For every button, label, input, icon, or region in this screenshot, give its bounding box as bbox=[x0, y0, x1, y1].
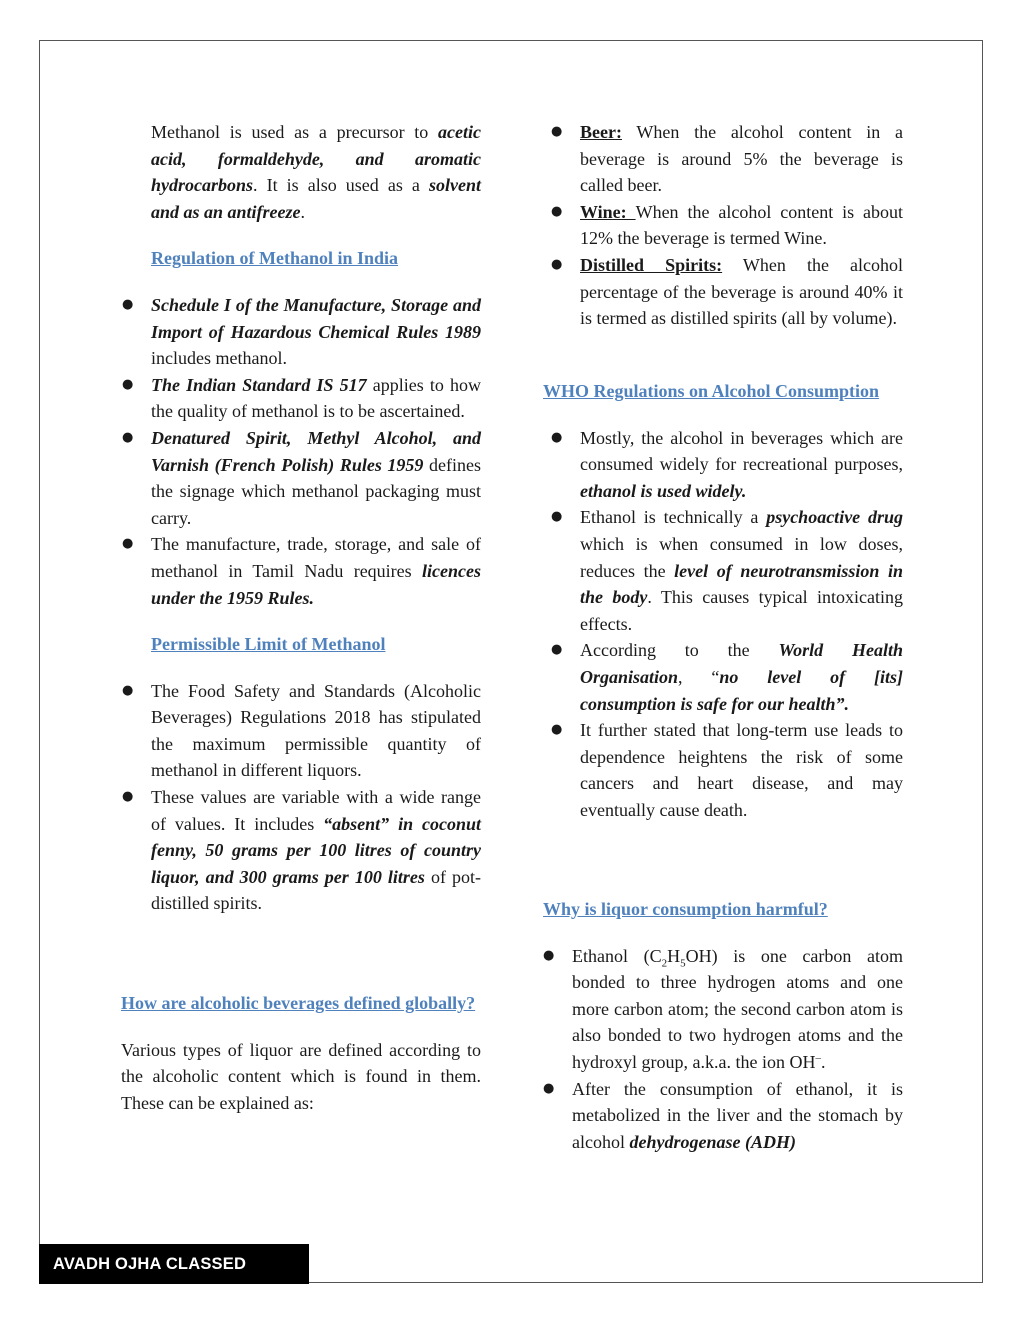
list-item: ● After the consumption of ethanol, it is metabolized in the liver and the stomach by alcohol dehydrogenase (ADH) bbox=[572, 1076, 903, 1156]
heading-global-definitions: How are alcoholic beverages defined globally? bbox=[121, 993, 476, 1013]
list-item: ● It further stated that long-term use leads to dependence heightens the risk of some cancers and heart disease, and may eventually cause death. bbox=[580, 717, 903, 823]
left-column-bottom bbox=[121, 990, 481, 1116]
right-column-why bbox=[543, 896, 903, 1155]
right-column bbox=[580, 119, 903, 332]
heading-permissible-limit: Permissible Limit of Methanol bbox=[151, 634, 386, 655]
why-list bbox=[572, 943, 903, 1156]
left-column bbox=[151, 119, 481, 917]
regulation-list bbox=[151, 292, 481, 611]
list-item: ● Ethanol is technically a psychoactive drug which is when consumed in low doses, reduces the level of neurotransmission in the body. This causes typical intoxicating effects. bbox=[580, 504, 903, 637]
list-item: ● Distilled Spirits: When the alcohol percentage of the beverage is around 40% it is termed as distilled spirits (all by volume). bbox=[580, 252, 903, 332]
heading-why-harmful: Why is liquor consumption harmful? bbox=[543, 899, 828, 919]
list-item: ● These values are variable with a wide range of values. It includes “absent” in coconut fenny, 50 grams per 100 litres of country liquor, and 300 grams per 100 litres of pot-distilled spirits. bbox=[151, 784, 481, 917]
list-item: ● Wine: When the alcohol content is about 12% the beverage is termed Wine. bbox=[580, 199, 903, 252]
heading-who-regulations: WHO Regulations on Alcohol Consumption bbox=[543, 381, 880, 401]
list-item: ● The Food Safety and Standards (Alcoholic Beverages) Regulations 2018 has stipulated the maximum permissible quantity of methanol in different liquors. bbox=[151, 678, 481, 784]
methanol-intro: Methanol is used as a precursor to acetic acid, formaldehyde, and aromatic hydrocarbons. It is also used as a solvent and as an antifreeze. bbox=[151, 122, 481, 222]
list-item: ● According to the World Health Organisation, “no level of [its] consumption is safe for our health”. bbox=[580, 637, 903, 717]
list-item: ● The Indian Standard IS 517 applies to how the quality of methanol is to be ascertained. bbox=[151, 372, 481, 425]
right-column-who bbox=[543, 378, 903, 824]
list-item: ● The manufacture, trade, storage, and sale of methanol in Tamil Nadu requires licences under the 1959 Rules. bbox=[151, 531, 481, 611]
global-definitions-text: Various types of liquor are defined according to the alcoholic content which is found in them. These can be explained as: bbox=[121, 1039, 481, 1113]
list-item: ● Beer: When the alcohol content in a beverage is around 5% the beverage is called beer. bbox=[580, 119, 903, 199]
who-list bbox=[580, 425, 903, 824]
list-item: ● Ethanol $(C_2H_5OH)$ is one carbon atom bonded to three hydrogen atoms and one more carbon atom; the second carbon atom is also bonded to two hydrogen atoms and the hydroxyl group, a.k.a. the ion OH–. bbox=[572, 943, 903, 1076]
footer-brand: AVADH OJHA CLASSED bbox=[39, 1244, 309, 1284]
list-item: ● Denatured Spirit, Methyl Alcohol, and Varnish (French Polish) Rules 1959 defines the signage which methanol packaging must carry. bbox=[151, 425, 481, 531]
beverage-types-list bbox=[580, 119, 903, 332]
limit-list bbox=[151, 678, 481, 917]
list-item: ● Mostly, the alcohol in beverages which are consumed widely for recreational purposes, ethanol is used widely. bbox=[580, 425, 903, 505]
heading-regulation: Regulation of Methanol in India bbox=[151, 248, 399, 269]
list-item: ● Schedule I of the Manufacture, Storage and Import of Hazardous Chemical Rules 1989 includes methanol. bbox=[151, 292, 481, 372]
